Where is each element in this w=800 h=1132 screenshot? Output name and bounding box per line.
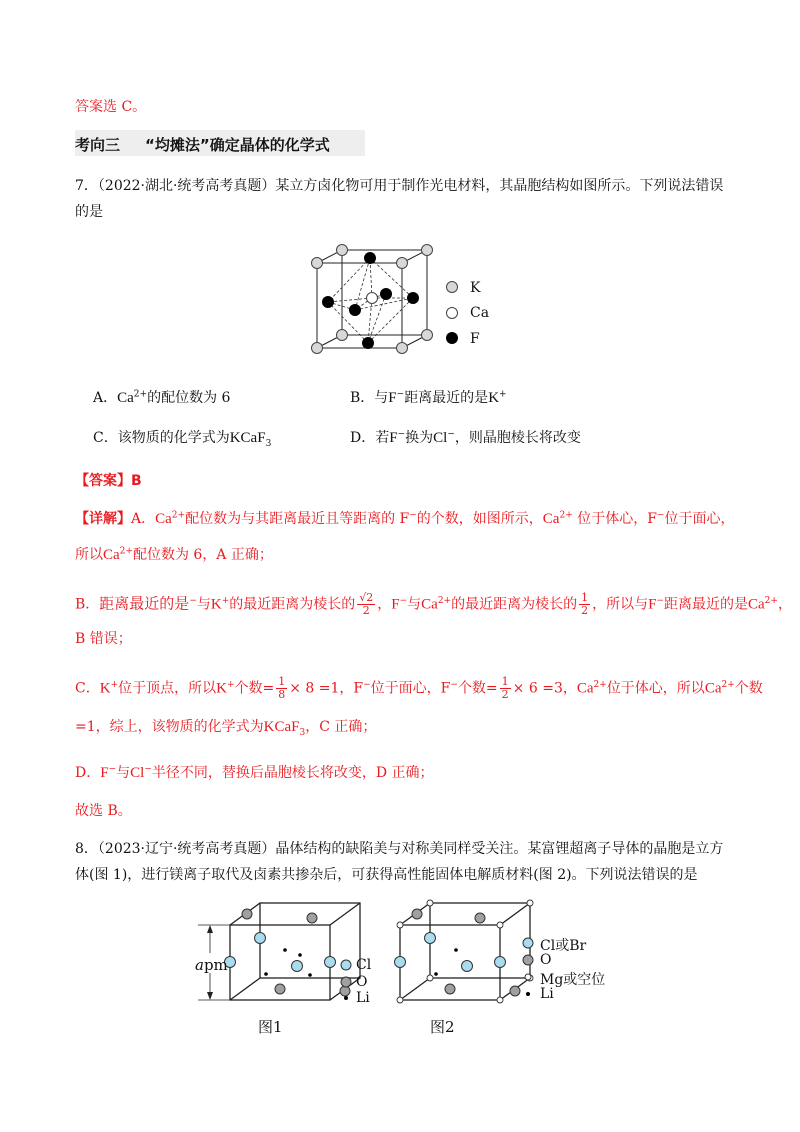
q7-option-c[interactable]: C．该物质的化学式为KCaF$_3$ <box>93 430 272 449</box>
k-atom <box>422 245 433 256</box>
q7-option-b[interactable]: B．与F−距离最近的是K+ <box>350 389 507 406</box>
legend-k-label: K <box>470 280 481 296</box>
mg-vacancy <box>497 922 503 928</box>
q7-stem-line2: 的是 <box>75 204 103 220</box>
q7-detail-d: D．F−与Cl−半径不同，替换后晶胞棱长将改变，D 正确； <box>75 764 434 781</box>
f-atom <box>380 288 392 300</box>
q7-option-a[interactable]: A．$Ca^{2+}$的配位数为 6 <box>93 389 231 406</box>
fig2-legend-li: Li <box>540 986 554 1002</box>
mg-vacancy <box>397 922 403 928</box>
fig2-legend-markers <box>520 935 540 1005</box>
o-atom <box>340 986 350 996</box>
f-atom <box>362 337 374 349</box>
k-atom <box>397 343 408 354</box>
o-atom <box>475 913 485 923</box>
fig2-li-atoms <box>434 948 458 976</box>
fraction-1-over-2: $\frac{1}{2}$ <box>581 591 589 617</box>
previous-answer: 答案选 C。 <box>75 99 147 115</box>
mg-vacancy <box>427 975 433 981</box>
fig1-li-atoms <box>264 948 312 977</box>
fraction-sqrt2-over-2: $\frac{√2}{2}$ <box>359 591 374 617</box>
fig2-caption: 图2 <box>430 1018 455 1036</box>
cl-atom <box>325 957 336 968</box>
o-atom <box>510 986 520 996</box>
mg-vacancy <box>527 900 533 906</box>
f-atom <box>407 292 419 304</box>
li-atom <box>454 948 458 952</box>
fig2-legend-mg: Mg或空位 <box>540 972 606 988</box>
fig1-dimension-label: apm <box>195 956 228 974</box>
fig1-legend-o-marker <box>341 977 351 987</box>
q7-answer: 【答案】B <box>75 473 142 489</box>
li-atom <box>298 953 302 957</box>
fig2-legend-o: O <box>540 952 552 968</box>
fig1-cl-atoms <box>225 933 336 972</box>
fraction-1-over-8: $\frac{1}{8}$ <box>278 675 286 701</box>
q7-conclusion: 故选 B。 <box>75 803 132 819</box>
f-atom <box>349 304 361 316</box>
fig1-legend-cl-marker <box>341 960 351 970</box>
k-atom <box>337 245 348 256</box>
k-atom <box>422 330 433 341</box>
fig1-legend-li: Li <box>356 990 370 1006</box>
o-atom <box>412 909 422 919</box>
f-atom <box>364 252 376 264</box>
mg-vacancy <box>427 900 433 906</box>
cl-atom <box>255 933 266 944</box>
o-atom <box>445 984 455 994</box>
ca-atom <box>367 293 378 304</box>
o-atom <box>307 913 317 923</box>
cl-br-atom <box>462 961 473 972</box>
li-atom <box>434 972 438 976</box>
legend-k-marker <box>447 282 458 293</box>
legend-ca-marker <box>447 308 458 319</box>
li-atom <box>264 972 268 976</box>
cl-br-atom <box>425 933 436 944</box>
mg-vacancy <box>397 997 403 1003</box>
f-atom <box>322 296 334 308</box>
fig1-caption: 图1 <box>258 1018 283 1036</box>
fraction-1-over-2-b: $\frac{1}{2}$ <box>501 675 509 701</box>
q7-detail-c-line1: C．K+位于顶点，所以K+个数= $\frac{1}{8}$ × 8 =1，F−位于面心，F−个数= $\frac{1}{2}$ × 6 =3，$Ca^{2+}$位于体心，所以$Ca^{2+}$个数 <box>75 675 763 701</box>
q7-detail-b-line2: B 错误； <box>75 631 132 647</box>
k-atom <box>312 343 323 354</box>
li-atom <box>308 973 312 977</box>
legend-f-label: F <box>470 331 480 347</box>
section-title: “均摊法”确定晶体的化学式 <box>145 136 330 154</box>
o-atom <box>275 984 285 994</box>
cl-br-atom <box>395 957 406 968</box>
cl-atom <box>292 961 303 972</box>
section-prefix: 考向三 <box>75 136 121 154</box>
legend-mg-vacancy-marker <box>525 974 531 980</box>
mg-vacancy <box>497 997 503 1003</box>
k-atom <box>312 258 323 269</box>
q7-detail-line1: 【详解】A．$Ca^{2+}$配位数为与其距离最近且等距离的 F−的个数，如图所示，$Ca^{2+}$ 位于体心，F−位于面心， <box>75 510 735 527</box>
q8-stem-line2: 体(图 1)，进行镁离子取代及卤素共掺杂后，可获得高性能固体电解质材料(图 2)。下列说法错误的是 <box>75 867 698 883</box>
fig1-legend-li-marker <box>344 996 348 1000</box>
q7-detail-b-line1: B．距离最近的是−与K+的最近距离为棱长的 $\frac{√2}{2}$ ，F−与$Ca^{2+}$的最近距离为棱长的 $\frac{1}{2}$ ，所以与F−距离最近的是$Ca^{2+}$， <box>75 591 792 617</box>
legend-ca-label: Ca <box>470 305 490 321</box>
q7-stem-line1: 7．（2022·湖北·统考高考真题）某立方卤化物可用于制作光电材料，其晶胞结构如图所示。下列说法错误 <box>75 178 724 194</box>
k-atom <box>397 258 408 269</box>
fig2-cl-br-atoms <box>395 933 506 972</box>
q7-detail-c-line2: =1，综上，该物质的化学式为KCaF$_3$，C 正确； <box>75 719 377 738</box>
legend-f-marker <box>446 332 458 344</box>
fig2-legend-cl-br: Cl或Br <box>540 938 587 954</box>
cl-br-atom <box>495 957 506 968</box>
fig1-legend-cl: Cl <box>356 957 372 973</box>
legend-cl-br-marker <box>523 938 533 948</box>
o-atom <box>242 909 252 919</box>
legend-o-marker <box>523 955 533 965</box>
q8-figure2-crystal <box>390 895 540 1010</box>
q7-detail-line2: 所以$Ca^{2+}$配位数为 6，A 正确； <box>75 546 273 563</box>
k-atom <box>337 330 348 341</box>
fig1-legend-o: O <box>356 974 368 990</box>
q7-option-d[interactable]: D．若F−换为Cl−，则晶胞棱长将改变 <box>350 429 581 446</box>
li-atom <box>283 948 287 952</box>
legend-li-marker <box>526 992 530 996</box>
q8-stem-line1: 8．（2023·辽宁·统考高考真题）晶体结构的缺陷美与对称美同样受关注。某富锂超离子导体的晶胞是立方 <box>75 841 724 857</box>
